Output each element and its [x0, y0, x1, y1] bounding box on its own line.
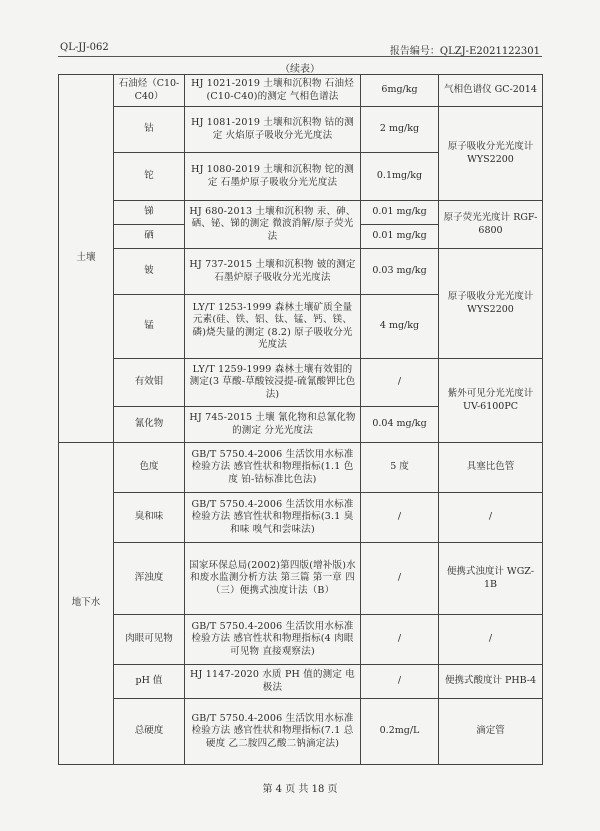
limit-cell: 0.2mg/L: [361, 699, 439, 765]
limit-cell: 2 mg/kg: [361, 107, 439, 153]
item-cell: 有效钼: [114, 359, 185, 407]
limit-cell: 0.03 mg/kg: [361, 249, 439, 295]
method-cell: HJ 1081-2019 土壤和沉积物 钴的测定 火焰原子吸收分光光度法: [185, 107, 361, 153]
table-row: [59, 107, 543, 153]
item-cell: 硒: [114, 225, 185, 249]
item-cell: 钴: [114, 107, 185, 153]
method-cell: GB/T 5750.4-2006 生活饮用水标准检验方法 感官性状和物理指标(7.1 总硬度 乙二胺四乙酸二钠滴定法): [185, 699, 361, 765]
method-cell: HJ 680-2013 土壤和沉积物 汞、砷、硒、铋、锑的测定 微波消解/原子荧光法: [185, 201, 361, 249]
limit-cell: /: [361, 543, 439, 615]
limit-cell: 0.01 mg/kg: [361, 201, 439, 225]
instrument-cell: 原子吸收分光光度计 WYS2200: [439, 107, 543, 201]
page-number: 第 4 页 共 18 页: [262, 784, 338, 795]
test-method-table: [58, 74, 543, 765]
method-cell: HJ 737-2015 土壤和沉积物 铍的测定 石墨炉原子吸收分光光度法: [185, 249, 361, 295]
table-row: [59, 249, 543, 295]
limit-cell: 5 度: [361, 443, 439, 493]
table-row: [59, 443, 543, 493]
report-number: 报告编号：QLZJ-E2021122301: [389, 46, 540, 57]
method-cell: GB/T 5750.4-2006 生活饮用水标准检验方法 感官性状和物理指标(4 肉眼可见物 直接观察法): [185, 615, 361, 665]
method-cell: GB/T 5750.4-2006 生活饮用水标准检验方法 感官性状和物理指标(3.1 臭和味 嗅气和尝味法): [185, 493, 361, 543]
limit-cell: 0.04 mg/kg: [361, 407, 439, 443]
limit-cell: /: [361, 615, 439, 665]
method-cell: 国家环保总局(2002)第四版(增补版)水和废水监测分析方法 第三篇 第一章 四（三）便携式浊度计法（B）: [185, 543, 361, 615]
item-cell: 石油烃（C10-C40）: [114, 75, 185, 107]
item-cell: 氰化物: [114, 407, 185, 443]
item-cell: 色度: [114, 443, 185, 493]
method-cell: LY/T 1259-1999 森林土壤有效钼的测定(3 草酸-草酸铵浸提-硫氰酸钾比色法): [185, 359, 361, 407]
instrument-cell: 气相色谱仪 GC-2014: [439, 75, 543, 107]
method-cell: HJ 1147-2020 水质 PH 值的测定 电极法: [185, 665, 361, 699]
method-cell: GB/T 5750.4-2006 生活饮用水标准检验方法 感官性状和物理指标(1.1 色度 铂-钴标准比色法): [185, 443, 361, 493]
instrument-cell: 便携式浊度计 WGZ-1B: [439, 543, 543, 615]
limit-cell: 4 mg/kg: [361, 295, 439, 359]
table-row: [59, 543, 543, 615]
method-cell: HJ 1080-2019 土壤和沉积物 铊的测定 石墨炉原子吸收分光光度法: [185, 153, 361, 201]
instrument-cell: 具塞比色管: [439, 443, 543, 493]
instrument-cell: 原子吸收分光光度计 WYS2200: [439, 249, 543, 359]
table-row: [59, 665, 543, 699]
instrument-cell: 原子荧光光度计 RGF-6800: [439, 201, 543, 249]
item-cell: 总硬度: [114, 699, 185, 765]
table-row: [59, 615, 543, 665]
item-cell: 浑浊度: [114, 543, 185, 615]
table-row: [59, 699, 543, 765]
item-cell: 臭和味: [114, 493, 185, 543]
header-divider: [58, 56, 542, 57]
table-row: [59, 493, 543, 543]
instrument-cell: 紫外可见分光光度计 UV-6100PC: [439, 359, 543, 443]
instrument-cell: 便携式酸度计 PHB-4: [439, 665, 543, 699]
limit-cell: /: [361, 665, 439, 699]
item-cell: pH 值: [114, 665, 185, 699]
item-cell: 铍: [114, 249, 185, 295]
instrument-cell: 滴定管: [439, 699, 543, 765]
section-label-groundwater: 地下水: [59, 443, 114, 765]
section-label-soil: 土壤: [59, 75, 114, 443]
limit-cell: 0.01 mg/kg: [361, 225, 439, 249]
limit-cell: /: [361, 493, 439, 543]
limit-cell: /: [361, 359, 439, 407]
item-cell: 铊: [114, 153, 185, 201]
table-row: [59, 201, 543, 225]
continued-label: （续表）: [280, 64, 320, 75]
table-row: [59, 359, 543, 407]
table-row: [59, 75, 543, 107]
limit-cell: 6mg/kg: [361, 75, 439, 107]
method-cell: HJ 745-2015 土壤 氰化物和总氰化物的测定 分光光度法: [185, 407, 361, 443]
item-cell: 锰: [114, 295, 185, 359]
method-cell: LY/T 1253-1999 森林土壤矿质全量元素(硅、铁、铝、钛、锰、钙、镁、磷)烧失量的测定 (8.2) 原子吸收分光光度法: [185, 295, 361, 359]
item-cell: 肉眼可见物: [114, 615, 185, 665]
instrument-cell: /: [439, 493, 543, 543]
instrument-cell: /: [439, 615, 543, 665]
document-code: QL-JJ-062: [60, 42, 109, 53]
limit-cell: 0.1mg/kg: [361, 153, 439, 201]
item-cell: 锑: [114, 201, 185, 225]
method-cell: HJ 1021-2019 土壤和沉积物 石油烃(C10-C40)的测定 气相色谱法: [185, 75, 361, 107]
